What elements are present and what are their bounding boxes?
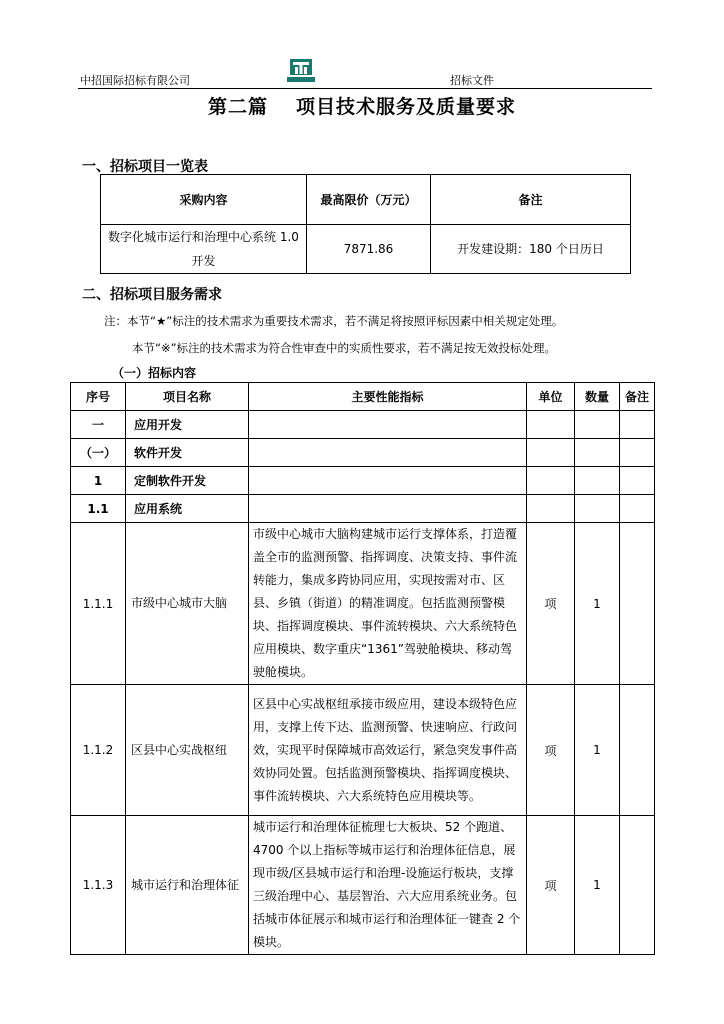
table-row [71, 411, 655, 439]
row-spec [249, 467, 527, 495]
row-name: 应用系统 [126, 495, 249, 523]
row-qty: 1 [575, 816, 620, 955]
summary-col-content: 采购内容 [101, 175, 307, 225]
row-remark [620, 467, 655, 495]
row-no: 1.1 [71, 495, 126, 523]
table-row [71, 816, 655, 955]
table-row [71, 685, 655, 816]
table-row [71, 495, 655, 523]
row-no: 1 [71, 467, 126, 495]
row-no: 1.1.1 [71, 523, 126, 685]
table-row [71, 523, 655, 685]
requirements-table [70, 382, 655, 955]
col-unit: 单位 [527, 383, 575, 411]
title-part: 第二篇 [207, 96, 268, 118]
row-name: 应用开发 [126, 411, 249, 439]
col-qty: 数量 [575, 383, 620, 411]
row-spec: 城市运行和治理体征梳理七大板块、52 个跑道、4700 个以上指标等城市运行和治理体征信息，展现市级/区县城市运行和治理-设施运行板块，支撑三级治理中心、基层智治、六大应用系统业务。包括城市体征展示和城市运行和治理体征一键查 2 个模块。 [249, 816, 527, 955]
row-remark [620, 523, 655, 685]
row-unit: 项 [527, 523, 575, 685]
col-name: 项目名称 [126, 383, 249, 411]
col-no: 序号 [71, 383, 126, 411]
cntc-logo-icon [286, 58, 316, 84]
row-name: 定制软件开发 [126, 467, 249, 495]
summary-col-price: 最高限价（万元） [307, 175, 431, 225]
section2-heading: 二、招标项目服务需求 [82, 287, 222, 303]
summary-remark: 开发建设期：180 个日历日 [431, 225, 631, 274]
row-spec [249, 439, 527, 467]
summary-price: 7871.86 [307, 225, 431, 274]
page-title [0, 92, 724, 119]
section1-heading: 一、招标项目一览表 [82, 159, 208, 175]
row-remark [620, 411, 655, 439]
header-company: 中招国际招标有限公司 [80, 74, 190, 87]
row-spec [249, 495, 527, 523]
row-spec: 市级中心城市大脑构建城市运行支撑体系，打造覆盖全市的监测预警、指挥调度、决策支持、事件流转能力，集成多跨协同应用，实现按需对市、区县、乡镇（街道）的精准调度。包括监测预警模块、指挥调度模块、事件流转模块、六大系统特色应用模块、数字重庆“1361”驾驶舱模块、移动驾驶舱模块。 [249, 523, 527, 685]
row-no: （一） [71, 439, 126, 467]
row-unit: 项 [527, 685, 575, 816]
row-qty: 1 [575, 523, 620, 685]
row-remark [620, 685, 655, 816]
row-unit: 项 [527, 816, 575, 955]
summary-col-remark: 备注 [431, 175, 631, 225]
row-no: 一 [71, 411, 126, 439]
table-row [71, 439, 655, 467]
row-name: 区县中心实战枢纽 [126, 685, 249, 816]
row-name: 城市运行和治理体征 [126, 816, 249, 955]
row-spec [249, 411, 527, 439]
col-remark: 备注 [620, 383, 655, 411]
note-star: 注：本节“★”标注的技术需求为重要技术需求，若不满足将按照评标因素中相关规定处理。 [104, 314, 564, 328]
summary-content: 数字化城市运行和治理中心系统 1.0 开发 [101, 225, 307, 274]
row-name: 软件开发 [126, 439, 249, 467]
header-doc-type: 招标文件 [450, 74, 494, 87]
row-unit [527, 411, 575, 439]
row-unit [527, 439, 575, 467]
table-row [71, 467, 655, 495]
row-unit [527, 495, 575, 523]
title-main: 项目技术服务及质量要求 [296, 96, 517, 118]
row-qty [575, 467, 620, 495]
row-remark [620, 495, 655, 523]
row-qty [575, 439, 620, 467]
col-spec: 主要性能指标 [249, 383, 527, 411]
row-qty [575, 411, 620, 439]
row-qty: 1 [575, 685, 620, 816]
row-remark [620, 439, 655, 467]
header-divider [78, 88, 652, 89]
row-no: 1.1.3 [71, 816, 126, 955]
row-no: 1.1.2 [71, 685, 126, 816]
row-spec: 区县中心实战枢纽承接市级应用，建设本级特色应用，支撑上传下达、监测预警、快速响应、行政问效，实现平时保障城市高效运行，紧急突发事件高效协同处置。包括监测预警模块、指挥调度模块、事件流转模块、六大系统特色应用模块等。 [249, 685, 527, 816]
subsection-heading: （一）招标内容 [112, 366, 197, 380]
row-qty [575, 495, 620, 523]
row-name: 市级中心城市大脑 [126, 523, 249, 685]
note-reference: 本节“※”标注的技术需求为符合性审查中的实质性要求，若不满足按无效投标处理。 [132, 341, 557, 355]
summary-table [100, 174, 631, 274]
row-unit [527, 467, 575, 495]
row-remark [620, 816, 655, 955]
